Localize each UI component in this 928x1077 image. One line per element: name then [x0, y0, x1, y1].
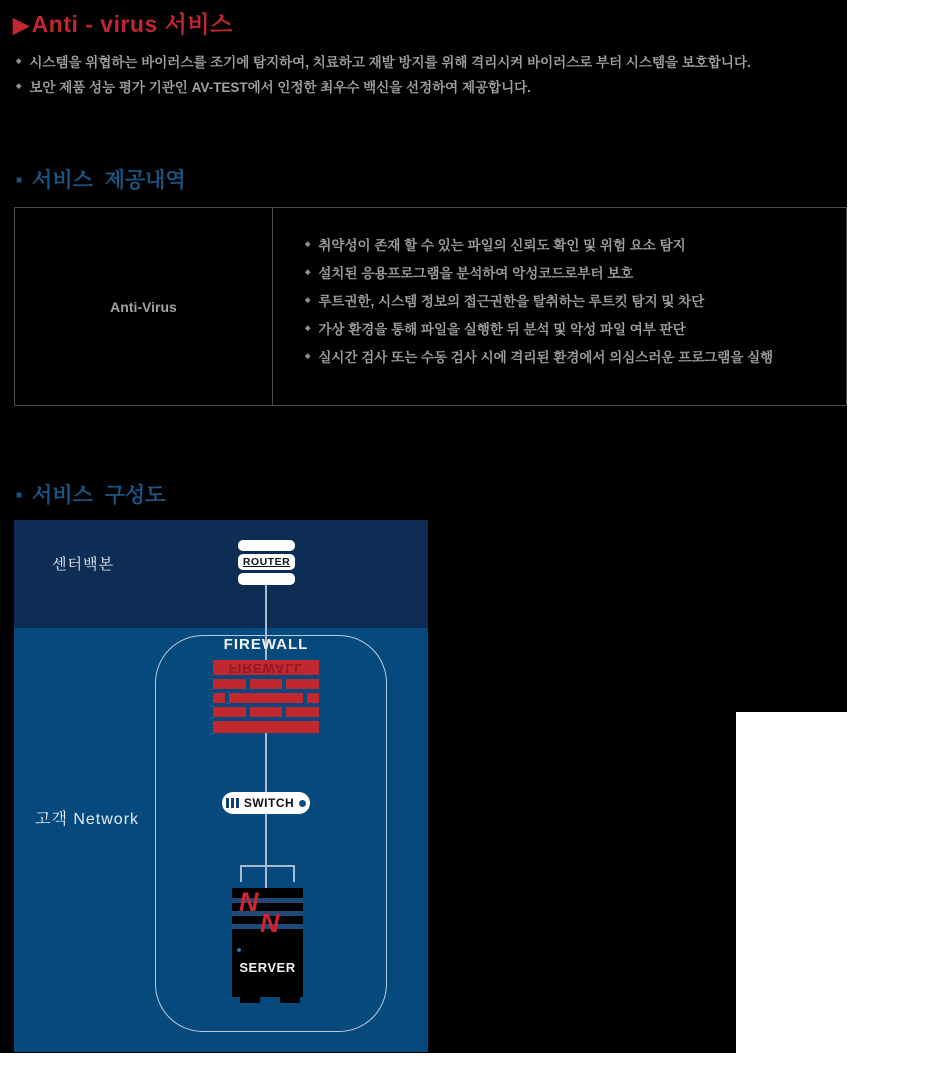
- table-item-text: 실시간 검사 또는 수동 검사 시에 격리된 환경에서 의심스러운 프로그램을 실행: [318, 349, 774, 365]
- page-title-text: Anti - virus 서비스: [31, 11, 233, 37]
- brick: [213, 693, 225, 703]
- table-item-text: 설치된 응용프로그램을 분석하여 악성코드로부터 보호: [318, 265, 634, 281]
- connector-switch-bracket: [265, 814, 267, 866]
- server-label: SERVER: [239, 960, 296, 975]
- brick: [250, 679, 283, 689]
- connector-bracket-right: [293, 865, 295, 882]
- brick: [286, 707, 319, 717]
- service-details-table: [14, 207, 847, 406]
- diamond-bullet-icon: ◆: [16, 57, 22, 65]
- router-node: [238, 540, 295, 585]
- server-foot: [280, 997, 300, 1003]
- table-item-text: 루트권한, 시스템 정보의 접근권한을 탈취하는 루트킷 탐지 및 차단: [318, 293, 705, 309]
- table-item-text: 취약성이 존재 할 수 있는 파일의 신뢰도 확인 및 위험 요소 탐지: [318, 237, 686, 253]
- brick: [250, 707, 283, 717]
- intro-bullet-text: 시스템을 위협하는 바이러스를 조기에 탐지하여, 치료하고 재발 방지를 위해 격리시켜 바이러스로 부터 시스템을 보호합니다.: [29, 54, 751, 70]
- table-item-text: 가상 환경을 통해 파일을 실행한 뒤 분석 및 악성 파일 여부 판단: [318, 321, 686, 337]
- firewall-label: FIREWALL: [223, 636, 309, 653]
- router-label: ROUTER: [238, 554, 295, 570]
- server-logo-n-icon: N: [260, 908, 280, 938]
- table-row-header-cell: [15, 208, 273, 405]
- diamond-bullet-icon: ◆: [305, 296, 311, 304]
- router-bottom-slab-icon: [238, 573, 295, 585]
- firewall-brick-row: [213, 679, 319, 689]
- router-top-slab-icon: [238, 540, 295, 551]
- table-item: [305, 230, 846, 258]
- section-heading-text: 서비스 구성도: [32, 484, 166, 507]
- triangle-arrow-icon: ▶: [13, 14, 30, 37]
- intro-bullet-list: [16, 48, 836, 98]
- server-power-led-icon: [237, 948, 241, 952]
- intro-bullet: [16, 48, 836, 73]
- firewall-bottom-bar: [213, 721, 319, 733]
- server-node: [232, 888, 303, 997]
- section-heading-text: 서비스 제공내역: [32, 169, 186, 192]
- brick: [213, 707, 246, 717]
- connector-bracket-bar: [240, 865, 295, 867]
- switch-ports-icon: [226, 798, 239, 808]
- firewall-reflection-label: FIREWALL: [228, 661, 304, 676]
- connector-bracket-center: [265, 865, 267, 888]
- brick: [213, 679, 246, 689]
- diamond-bullet-icon: ◆: [16, 82, 22, 90]
- intro-bullet-text: 보안 제품 성능 평가 기관인 AV-TEST에서 인정한 최우수 백신을 선정하여 제공합니다.: [29, 79, 531, 95]
- connector-bracket-left: [240, 865, 242, 882]
- firewall-brick-row: [213, 693, 319, 703]
- server-foot: [240, 997, 260, 1003]
- brick: [286, 679, 319, 689]
- table-items-cell: [273, 208, 846, 405]
- switch-node: [222, 792, 310, 814]
- diamond-bullet-icon: ◆: [305, 324, 311, 332]
- page-title: [13, 6, 233, 39]
- table-item: [305, 286, 846, 314]
- table-item: [305, 314, 846, 342]
- square-bullet-icon: ■: [16, 490, 23, 501]
- table-item: [305, 342, 846, 370]
- network-diagram: [14, 520, 428, 1052]
- table-row-header-text: Anti-Virus: [110, 298, 177, 315]
- customer-network-zone-label: 고객 Network: [35, 811, 140, 828]
- diamond-bullet-icon: ◆: [305, 268, 311, 276]
- server-logo-n-icon: N: [239, 888, 259, 917]
- table-item: [305, 258, 846, 286]
- brick: [229, 693, 303, 703]
- firewall-brick-row: [213, 707, 319, 717]
- switch-label: SWITCH: [243, 796, 295, 810]
- connector-firewall-switch: [265, 733, 267, 793]
- diamond-bullet-icon: ◆: [305, 240, 311, 248]
- section-heading-service-diagram: [14, 479, 165, 509]
- backbone-zone-label: 센터백본: [52, 556, 114, 573]
- intro-bullet: [16, 73, 836, 98]
- diamond-bullet-icon: ◆: [305, 352, 311, 360]
- brick: [307, 693, 319, 703]
- section-heading-service-details: [14, 164, 186, 194]
- backbone-zone: [14, 520, 428, 628]
- switch-led-icon: [299, 800, 306, 807]
- square-bullet-icon: ■: [16, 175, 23, 186]
